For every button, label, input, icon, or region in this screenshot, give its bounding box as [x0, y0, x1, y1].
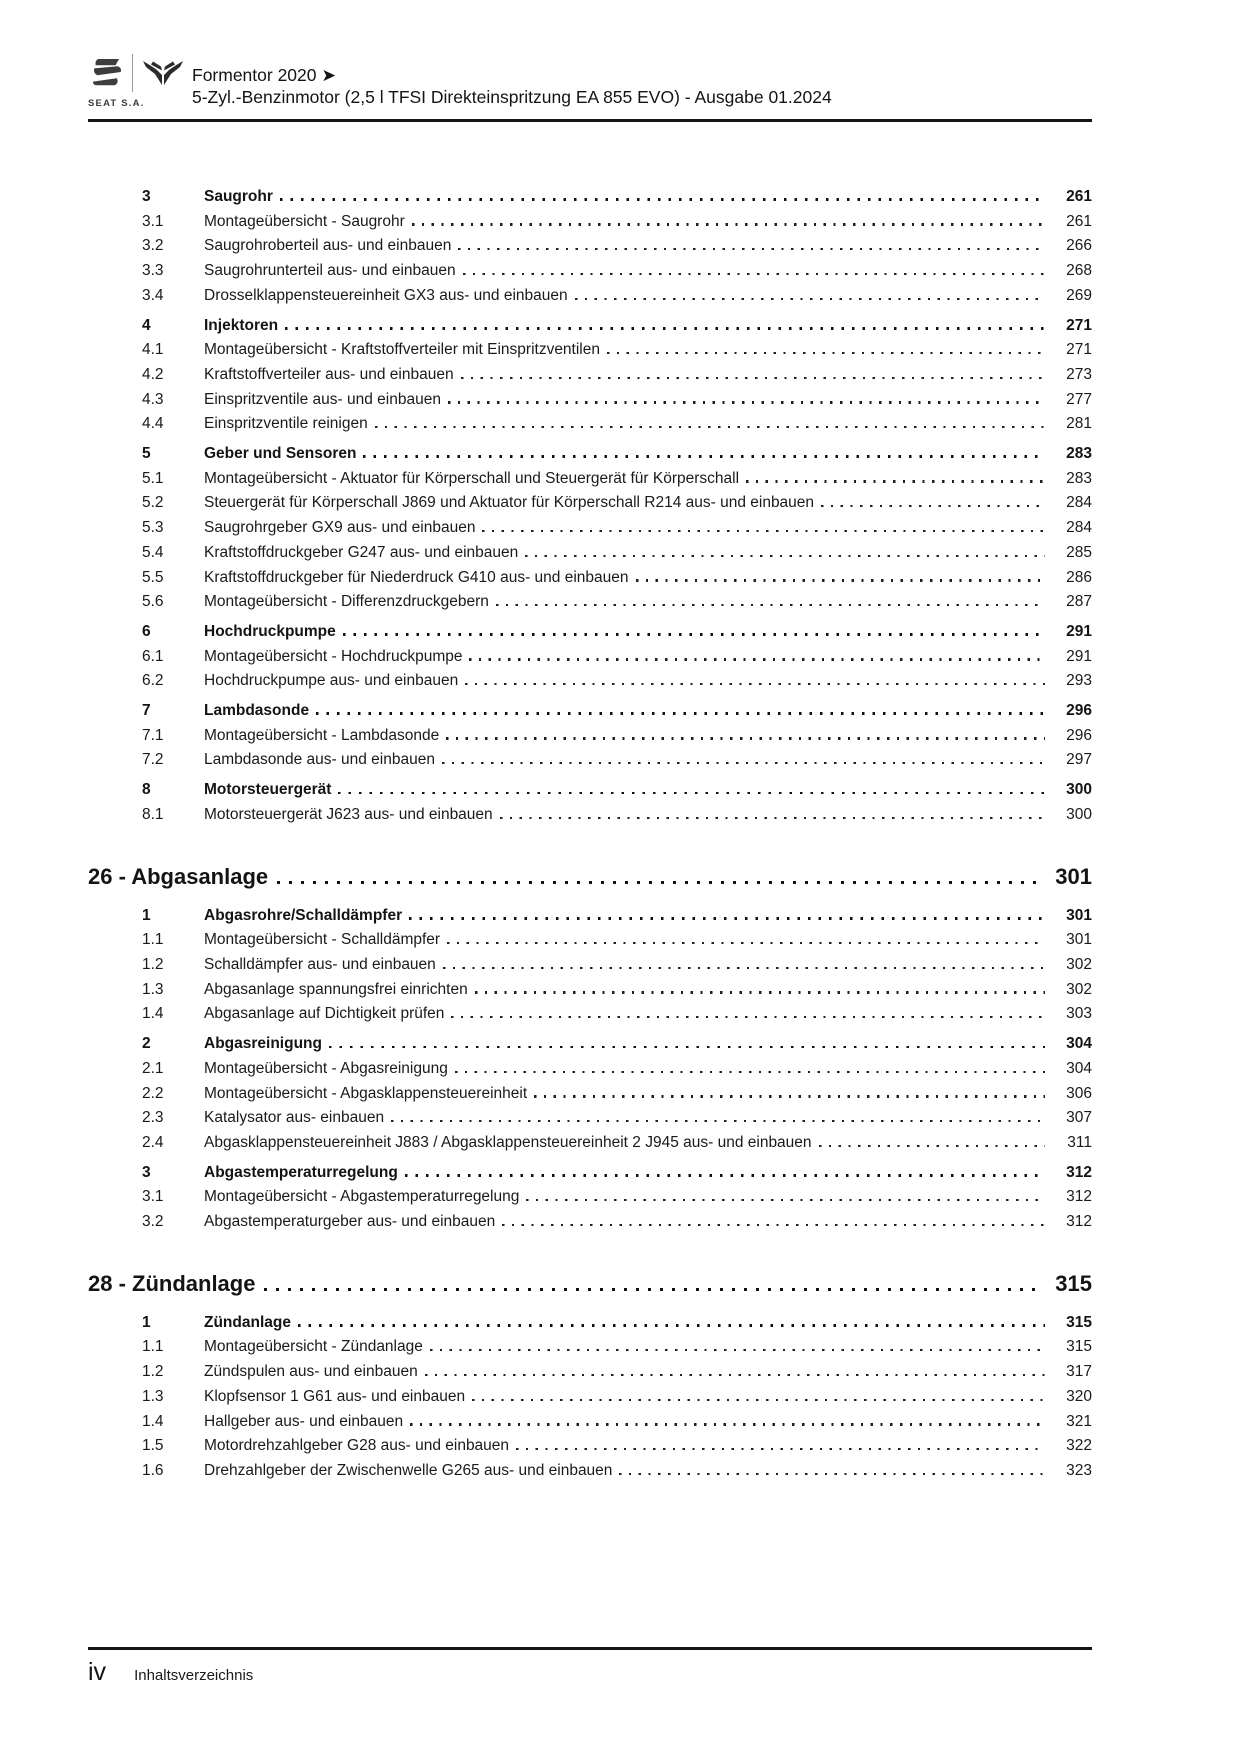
toc-entry-row [88, 748, 1092, 773]
dot-leader [280, 198, 1045, 201]
entry-number: 1 [142, 1313, 151, 1331]
entry-number: 3.1 [142, 212, 164, 230]
entry-number: 3.4 [142, 286, 164, 304]
entry-title: Saugrohrunterteil aus- und einbauen [204, 262, 456, 280]
entry-title: Injektoren [204, 316, 279, 334]
entry-number: 5.6 [142, 593, 164, 611]
page-header [88, 52, 1092, 109]
entry-title: Abgasrohre/Schalldämpfer [204, 906, 403, 924]
entry-number: 1.1 [142, 1338, 164, 1356]
entry-page-number: 300 [1066, 805, 1092, 823]
toc-entry-row [88, 1459, 1092, 1484]
entry-number: 1 [142, 906, 151, 924]
dot-leader [405, 1174, 1045, 1177]
entry-title: Saugrohrgeber GX9 aus- und einbauen [204, 519, 476, 537]
dot-leader [338, 792, 1045, 795]
dot-leader [391, 1120, 1045, 1122]
entry-number: 5.5 [142, 568, 164, 586]
dot-leader [496, 604, 1045, 606]
entry-number: 4.3 [142, 390, 164, 408]
entry-page-number: 301 [1066, 906, 1092, 924]
toc-chapter-row [88, 862, 1092, 892]
toc-entry-row [88, 284, 1092, 309]
dot-leader [525, 555, 1045, 557]
entry-number: 2.1 [142, 1059, 164, 1077]
entry-title: Montageübersicht - Abgasreinigung [204, 1059, 448, 1077]
entry-page-number: 321 [1066, 1412, 1092, 1430]
entry-page-number: 269 [1066, 286, 1092, 304]
dot-leader [465, 683, 1045, 685]
entry-page-number: 261 [1066, 212, 1092, 230]
entry-number: 1.5 [142, 1437, 164, 1455]
toc-entry-row [88, 645, 1092, 670]
toc-entry-row [88, 1434, 1092, 1459]
dot-leader [448, 401, 1045, 403]
entry-title: Abgasanlage spannungsfrei einrichten [204, 980, 468, 998]
entry-title: Lambdasonde aus- und einbauen [204, 751, 435, 769]
entry-page-number: 287 [1066, 593, 1092, 611]
entry-title: Montageübersicht - Hochdruckpumpe [204, 647, 463, 665]
entry-page-number: 307 [1066, 1109, 1092, 1127]
brand-name: SEAT S.A. [88, 98, 145, 109]
dot-leader [482, 530, 1045, 532]
toc-entry-row [88, 978, 1092, 1003]
dot-leader [472, 1399, 1045, 1401]
entry-page-number: 304 [1066, 1035, 1092, 1053]
dot-leader [277, 881, 1037, 884]
toc-entry-row [88, 1082, 1092, 1107]
dot-leader [447, 942, 1045, 944]
document-titles [192, 64, 832, 108]
toc-entry-row [88, 620, 1092, 645]
footer-line [88, 1655, 1092, 1689]
entry-title: Steuergerät für Körperschall J869 und Aktuator für Körperschall R214 aus- und einbauen [204, 494, 815, 512]
entry-number: 1.4 [142, 1005, 164, 1023]
footer-rule [88, 1647, 1092, 1650]
entry-page-number: 286 [1066, 568, 1092, 586]
entry-number: 1.2 [142, 1363, 164, 1381]
entry-page-number: 303 [1066, 1005, 1092, 1023]
entry-number: 5.3 [142, 519, 164, 537]
dot-leader [343, 633, 1045, 636]
entry-page-number: 283 [1066, 469, 1092, 487]
chapter-title: 28 - Zündanlage [88, 1270, 256, 1296]
entry-page-number: 285 [1066, 543, 1092, 561]
entry-title: Montageübersicht - Differenzdruckgebern [204, 593, 489, 611]
toc-group [88, 862, 1092, 1235]
model-title: Formentor 2020 ➤ [192, 65, 337, 85]
seat-s-icon [88, 55, 124, 91]
entry-page-number: 296 [1066, 726, 1092, 744]
entry-number: 6.2 [142, 672, 164, 690]
entry-number: 7.2 [142, 751, 164, 769]
entry-page-number: 283 [1066, 445, 1092, 463]
dot-leader [446, 737, 1045, 739]
toc-entry-row [88, 904, 1092, 929]
dot-leader [463, 273, 1045, 275]
entry-page-number: 323 [1066, 1461, 1092, 1479]
dot-leader [500, 817, 1045, 819]
logo-row [88, 52, 185, 94]
entry-number: 8.1 [142, 805, 164, 823]
entry-page-number: 304 [1066, 1059, 1092, 1077]
entry-page-number: 312 [1066, 1188, 1092, 1206]
entry-page-number: 306 [1066, 1084, 1092, 1102]
toc-entry-row [88, 1385, 1092, 1410]
entry-title: Abgasreinigung [204, 1035, 322, 1053]
toc-entry-row [88, 803, 1092, 828]
entry-page-number: 302 [1066, 955, 1092, 973]
chapter-page-number: 301 [1055, 863, 1092, 889]
entry-title: Abgasanlage auf Dichtigkeit prüfen [204, 1005, 445, 1023]
entry-page-number: 291 [1066, 622, 1092, 640]
toc-entry-row [88, 1335, 1092, 1360]
entry-page-number: 322 [1066, 1437, 1092, 1455]
toc-entry-row [88, 1032, 1092, 1057]
brand-block [88, 52, 192, 109]
dot-leader [264, 1288, 1037, 1291]
chapter-page-number: 315 [1055, 1270, 1092, 1296]
entry-page-number: 293 [1066, 672, 1092, 690]
entry-number: 5.2 [142, 494, 164, 512]
entry-title: Montageübersicht - Abgastemperaturregelung [204, 1188, 520, 1206]
entry-page-number: 268 [1066, 262, 1092, 280]
entry-number: 6 [142, 622, 151, 640]
chapter-title: 26 - Abgasanlage [88, 863, 269, 889]
entry-number: 7 [142, 702, 151, 720]
toc-entry-row [88, 259, 1092, 284]
entry-number: 4 [142, 316, 151, 334]
entry-page-number: 284 [1066, 494, 1092, 512]
toc-entry-row [88, 778, 1092, 803]
entry-page-number: 320 [1066, 1387, 1092, 1405]
entry-number: 2 [142, 1035, 151, 1053]
dot-leader [442, 762, 1045, 764]
entry-number: 3 [142, 1163, 151, 1181]
entry-number: 2.4 [142, 1133, 164, 1151]
toc-entry-row [88, 1185, 1092, 1210]
toc-entry-row [88, 566, 1092, 591]
toc-group [88, 185, 1092, 828]
entry-page-number: 284 [1066, 519, 1092, 537]
toc-entry-row [88, 491, 1092, 516]
entry-title: Motorsteuergerät [204, 781, 332, 799]
entry-number: 1.6 [142, 1461, 164, 1479]
dot-leader [607, 352, 1045, 354]
entry-number: 8 [142, 781, 151, 799]
dot-leader [375, 426, 1045, 428]
dot-leader [475, 991, 1045, 993]
entry-page-number: 277 [1066, 390, 1092, 408]
entry-number: 1.4 [142, 1412, 164, 1430]
toc-entry-row [88, 234, 1092, 259]
dot-leader [469, 658, 1045, 660]
dot-leader [819, 1145, 1045, 1147]
entry-title: Montageübersicht - Zündanlage [204, 1338, 423, 1356]
entry-page-number: 300 [1066, 781, 1092, 799]
entry-title: Einspritzventile aus- und einbauen [204, 390, 441, 408]
toc-entry-row [88, 412, 1092, 437]
entry-title: Lambdasonde [204, 702, 310, 720]
entry-title: Zündspulen aus- und einbauen [204, 1363, 418, 1381]
toc-entry-row [88, 953, 1092, 978]
entry-page-number: 266 [1066, 237, 1092, 255]
entry-title: Einspritzventile reinigen [204, 415, 368, 433]
entry-title: Montageübersicht - Aktuator für Körperschall und Steuergerät für Körperschall [204, 469, 740, 487]
entry-title: Saugrohroberteil aus- und einbauen [204, 237, 452, 255]
entry-title: Hochdruckpumpe [204, 622, 336, 640]
toc-entry-row [88, 724, 1092, 749]
dot-leader [821, 505, 1045, 507]
entry-number: 4.1 [142, 341, 164, 359]
entry-page-number: 281 [1066, 415, 1092, 433]
dot-leader [534, 1095, 1045, 1097]
entry-title: Klopfsensor 1 G61 aus- und einbauen [204, 1387, 466, 1405]
entry-page-number: 311 [1067, 1133, 1092, 1151]
entry-title: Schalldämpfer aus- und einbauen [204, 955, 436, 973]
entry-number: 7.1 [142, 726, 164, 744]
dot-leader [455, 1071, 1045, 1073]
entry-title: Zündanlage [204, 1313, 291, 1331]
entry-page-number: 315 [1066, 1313, 1092, 1331]
footer-page-number: iv [88, 1658, 107, 1686]
dot-leader [285, 327, 1045, 330]
toc-group [88, 1269, 1092, 1484]
entry-title: Abgastemperaturgeber aus- und einbauen [204, 1213, 496, 1231]
toc-entry-row [88, 669, 1092, 694]
dot-leader [516, 1448, 1045, 1450]
toc-entry-row [88, 1106, 1092, 1131]
toc-entry-row [88, 363, 1092, 388]
entry-page-number: 291 [1066, 647, 1092, 665]
entry-title: Montageübersicht - Abgasklappensteuereinheit [204, 1084, 528, 1102]
toc-entry-row [88, 1210, 1092, 1235]
dot-leader [619, 1473, 1045, 1475]
toc-entry-row [88, 467, 1092, 492]
dot-leader [526, 1199, 1045, 1201]
entry-number: 4.4 [142, 415, 164, 433]
toc-chapter-row [88, 1269, 1092, 1299]
dot-leader [298, 1324, 1045, 1327]
entry-page-number: 271 [1066, 341, 1092, 359]
entry-title: Drehzahlgeber der Zwischenwelle G265 aus- und einbauen [204, 1461, 613, 1479]
toc-entry-row [88, 1131, 1092, 1156]
entry-number: 1.3 [142, 1387, 164, 1405]
entry-title: Montageübersicht - Saugrohr [204, 212, 405, 230]
entry-title: Montageübersicht - Schalldämpfer [204, 931, 441, 949]
entry-number: 3 [142, 188, 151, 205]
dot-leader [430, 1349, 1045, 1351]
toc-entry-row [88, 388, 1092, 413]
entry-title: Abgasklappensteuereinheit J883 / Abgasklappensteuereinheit 2 J945 aus- und einbauen [204, 1133, 812, 1151]
entry-title: Montageübersicht - Kraftstoffverteiler mit Einspritzventilen [204, 341, 600, 359]
entry-page-number: 317 [1066, 1363, 1092, 1381]
toc-entry-row [88, 928, 1092, 953]
dot-leader [443, 967, 1045, 969]
entry-number: 3.1 [142, 1188, 164, 1206]
entry-title: Katalysator aus- einbauen [204, 1109, 385, 1127]
toc [88, 180, 1092, 1484]
entry-title: Saugrohr [204, 188, 273, 205]
entry-number: 1.1 [142, 931, 164, 949]
toc-entry-row [88, 590, 1092, 615]
toc-entry-row [88, 1161, 1092, 1186]
entry-number: 1.3 [142, 980, 164, 998]
entry-page-number: 297 [1066, 751, 1092, 769]
dot-leader [451, 1016, 1045, 1018]
entry-title: Hallgeber aus- und einbauen [204, 1412, 404, 1430]
dot-leader [412, 223, 1045, 225]
entry-number: 5 [142, 445, 151, 463]
entry-title: Kraftstoffdruckgeber G247 aus- und einbauen [204, 543, 519, 561]
toc-entry-row [88, 1057, 1092, 1082]
toc-entry-row [88, 442, 1092, 467]
dot-leader [502, 1224, 1045, 1226]
entry-number: 1.2 [142, 955, 164, 973]
entry-page-number: 312 [1066, 1213, 1092, 1231]
entry-number: 3.2 [142, 1213, 164, 1231]
dot-leader [425, 1374, 1045, 1376]
header-rule [88, 119, 1092, 122]
entry-page-number: 273 [1066, 365, 1092, 383]
entry-title: Abgastemperaturregelung [204, 1163, 398, 1181]
dot-leader [575, 298, 1045, 300]
entry-number: 2.2 [142, 1084, 164, 1102]
entry-page-number: 271 [1066, 316, 1092, 334]
entry-number: 3.3 [142, 262, 164, 280]
entry-number: 3.2 [142, 237, 164, 255]
toc-entry-row [88, 1360, 1092, 1385]
dot-leader [461, 377, 1045, 379]
entry-page-number: 315 [1066, 1338, 1092, 1356]
entry-title: Motordrehzahlgeber G28 aus- und einbauen [204, 1437, 510, 1455]
entry-title: Montageübersicht - Lambdasonde [204, 726, 440, 744]
entry-title: Geber und Sensoren [204, 445, 357, 463]
entry-number: 2.3 [142, 1109, 164, 1127]
entry-number: 6.1 [142, 647, 164, 665]
toc-entry-row [88, 1002, 1092, 1027]
entry-page-number: 261 [1066, 188, 1092, 205]
engine-subtitle: 5-Zyl.-Benzinmotor (2,5 l TFSI Direkteinspritzung EA 855 EVO) - Ausgabe 01.2024 [192, 87, 832, 107]
dot-leader [746, 480, 1045, 482]
dot-leader [329, 1046, 1045, 1049]
toc-entry-row [88, 1410, 1092, 1435]
entry-title: Kraftstoffdruckgeber für Niederdruck G410 aus- und einbauen [204, 568, 629, 586]
dot-leader [409, 917, 1045, 920]
entry-page-number: 301 [1066, 931, 1092, 949]
dot-leader [316, 712, 1045, 715]
entry-number: 5.1 [142, 469, 164, 487]
toc-entry-row [88, 185, 1092, 210]
toc-entry-row [88, 1311, 1092, 1336]
toc-entry-row [88, 516, 1092, 541]
entry-title: Hochdruckpumpe aus- und einbauen [204, 672, 459, 690]
toc-entry-row [88, 314, 1092, 339]
footer-label: Inhaltsverzeichnis [134, 1667, 254, 1684]
cupra-emblem-icon [141, 57, 185, 89]
entry-number: 4.2 [142, 365, 164, 383]
dot-leader [458, 248, 1045, 250]
entry-number: 5.4 [142, 543, 164, 561]
dot-leader [636, 579, 1046, 581]
dot-leader [363, 455, 1045, 458]
toc-entry-row [88, 699, 1092, 724]
entry-page-number: 312 [1066, 1163, 1092, 1181]
entry-page-number: 296 [1066, 702, 1092, 720]
entry-page-number: 302 [1066, 980, 1092, 998]
entry-title: Drosselklappensteuereinheit GX3 aus- und einbauen [204, 286, 568, 304]
toc-entry-row [88, 338, 1092, 363]
toc-entry-row [88, 541, 1092, 566]
logo-divider [132, 54, 133, 92]
dot-leader [410, 1423, 1045, 1425]
entry-title: Motorsteuergerät J623 aus- und einbauen [204, 805, 493, 823]
toc-entry-row [88, 210, 1092, 235]
page-footer [88, 1647, 1092, 1689]
entry-title: Kraftstoffverteiler aus- und einbauen [204, 365, 454, 383]
